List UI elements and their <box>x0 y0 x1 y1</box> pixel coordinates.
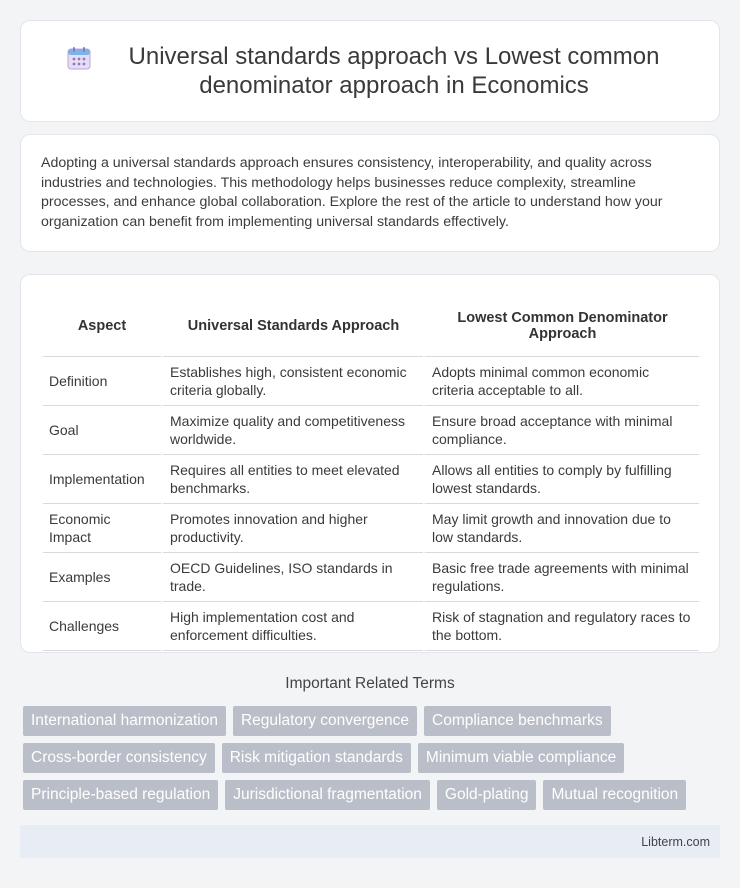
table-row <box>43 406 699 455</box>
header-lowest-common: Lowest Common Denominator Approach <box>423 295 699 357</box>
table-row <box>43 455 699 504</box>
table-row <box>43 553 699 602</box>
row-universal: OECD Guidelines, ISO standards in trade. <box>161 553 423 602</box>
table-header-row <box>43 295 699 357</box>
related-term-tag[interactable]: Risk mitigation standards <box>222 743 411 773</box>
row-lowest-common: Basic free trade agreements with minimal regulations. <box>423 553 699 602</box>
tag-row <box>23 743 723 773</box>
row-lowest-common: Ensure broad acceptance with minimal compliance. <box>423 406 699 455</box>
table-row <box>43 602 699 651</box>
comparison-card <box>20 274 720 653</box>
title-card <box>20 20 720 122</box>
table-row <box>43 504 699 553</box>
row-lowest-common: May limit growth and innovation due to low standards. <box>423 504 699 553</box>
row-lowest-common: Risk of stagnation and regulatory races to the bottom. <box>423 602 699 651</box>
related-term-tag[interactable]: Regulatory convergence <box>233 706 417 736</box>
footer <box>20 825 720 858</box>
related-term-tag[interactable]: Cross-border consistency <box>23 743 215 773</box>
related-terms-title: Important Related Terms <box>285 675 455 692</box>
row-aspect: Examples <box>43 553 161 602</box>
table-row <box>43 357 699 406</box>
intro-card <box>20 134 720 252</box>
row-aspect: Goal <box>43 406 161 455</box>
row-lowest-common: Adopts minimal common economic criteria acceptable to all. <box>423 357 699 406</box>
row-lowest-common: Allows all entities to comply by fulfilling lowest standards. <box>423 455 699 504</box>
header-aspect: Aspect <box>43 295 161 357</box>
related-term-tag[interactable]: International harmonization <box>23 706 226 736</box>
page-title: Universal standards approach vs Lowest common denominator approach in Economics <box>128 43 660 99</box>
related-term-tag[interactable]: Minimum viable compliance <box>418 743 624 773</box>
intro-paragraph: Adopting a universal standards approach ensures consistency, interoperability, and quality across industries and technologies. This methodology helps businesses reduce complexity, streamline processes, and enhance global collaboration. Explore the rest of the article to understand how your organization can benefit from implementing universal standards effectively. <box>41 155 663 230</box>
related-term-tag[interactable]: Jurisdictional fragmentation <box>225 780 430 810</box>
row-universal: Maximize quality and competitiveness worldwide. <box>161 406 423 455</box>
footer-site-link[interactable]: Libterm.com <box>641 834 710 849</box>
row-aspect: Economic Impact <box>43 504 161 553</box>
related-terms-list <box>23 706 723 817</box>
tag-row <box>23 780 723 810</box>
related-term-tag[interactable]: Principle-based regulation <box>23 780 218 810</box>
row-aspect: Challenges <box>43 602 161 651</box>
related-term-tag[interactable]: Compliance benchmarks <box>424 706 611 736</box>
related-term-tag[interactable]: Mutual recognition <box>543 780 686 810</box>
related-term-tag[interactable]: Gold-plating <box>437 780 537 810</box>
row-universal: High implementation cost and enforcement difficulties. <box>161 602 423 651</box>
header-universal: Universal Standards Approach <box>161 295 423 357</box>
tag-row <box>23 706 723 736</box>
row-universal: Requires all entities to meet elevated benchmarks. <box>161 455 423 504</box>
row-universal: Promotes innovation and higher productivity. <box>161 504 423 553</box>
row-aspect: Definition <box>43 357 161 406</box>
row-universal: Establishes high, consistent economic criteria globally. <box>161 357 423 406</box>
comparison-table <box>43 295 699 651</box>
calendar-icon <box>66 45 92 71</box>
row-aspect: Implementation <box>43 455 161 504</box>
